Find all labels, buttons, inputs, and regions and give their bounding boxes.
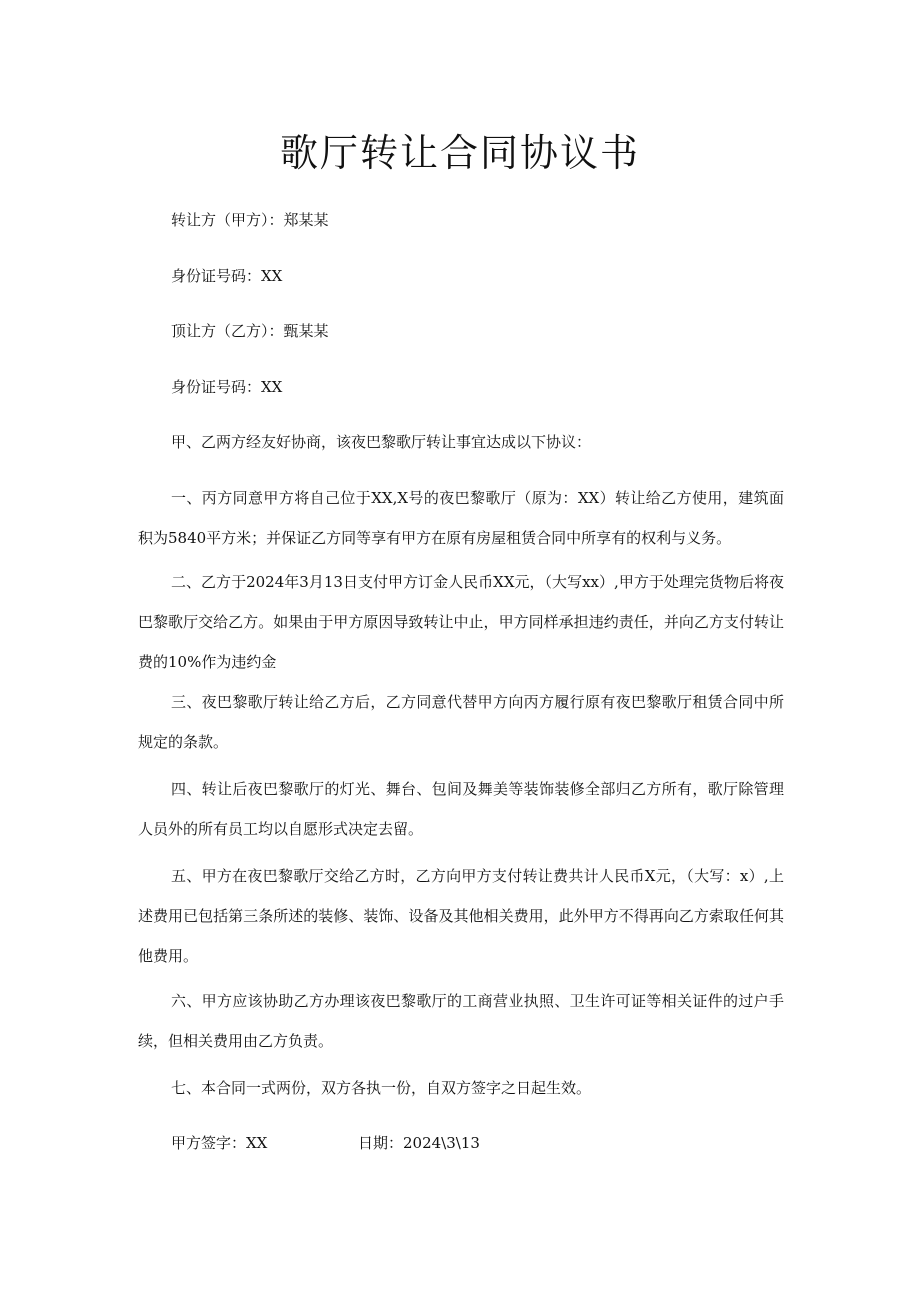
clause-5: 五、甲方在夜巴黎歌厅交给乙方时，乙方向甲方支付转让费共计人民币X元，（大写：x）,上述费用已包括第三条所述的装修、装饰、设备及其他相关费用，此外甲方不得再向乙方索取任何其他费用。 (138, 867, 784, 965)
party-b-id-line: 身份证号码：XX (171, 378, 283, 396)
clause-6: 六、甲方应该协助乙方办理该夜巴黎歌厅的工商营业执照、卫生许可证等相关证件的过户手续，但相关费用由乙方负责。 (138, 992, 784, 1050)
document-title: 歌厅转让合同协议书 (279, 131, 640, 175)
party-b-line: 顶让方（乙方）：甄某某 (171, 322, 329, 340)
intro-paragraph: 甲、乙两方经友好协商，该夜巴黎歌厅转让事宜达成以下协议： (171, 433, 592, 451)
clause-3: 三、夜巴黎歌厅转让给乙方后，乙方同意代替甲方向丙方履行原有夜巴黎歌厅租赁合同中所规定的条款。 (138, 693, 784, 751)
clause-1: 一、丙方同意甲方将自己位于XX,X号的夜巴黎歌厅（原为：XX）转让给乙方使用，建筑面积为5840平方米；并保证乙方同等享有甲方在原有房屋租赁合同中所享有的权利与义务。 (138, 489, 784, 547)
party-a-line: 转让方（甲方）：郑某某 (171, 211, 329, 229)
signing-date: 日期：2024\3\13 (358, 1134, 480, 1152)
party-a-signature: 甲方签字：XX (171, 1134, 268, 1152)
clause-7: 七、本合同一式两份，双方各执一份，自双方签字之日起生效。 (171, 1079, 592, 1097)
clause-4: 四、转让后夜巴黎歌厅的灯光、舞台、包间及舞美等装饰装修全部归乙方所有，歌厅除管理人员外的所有员工均以自愿形式决定去留。 (138, 780, 784, 838)
clause-2: 二、乙方于2024年3月13日支付甲方订金人民币XX元，（大写xx）,甲方于处理完货物后将夜巴黎歌厅交给乙方。如果由于甲方原因导致转让中止，甲方同样承担违约责任，并向乙方支付转让费的10%作为违约金 (138, 573, 784, 671)
party-a-id-line: 身份证号码：XX (171, 267, 283, 285)
